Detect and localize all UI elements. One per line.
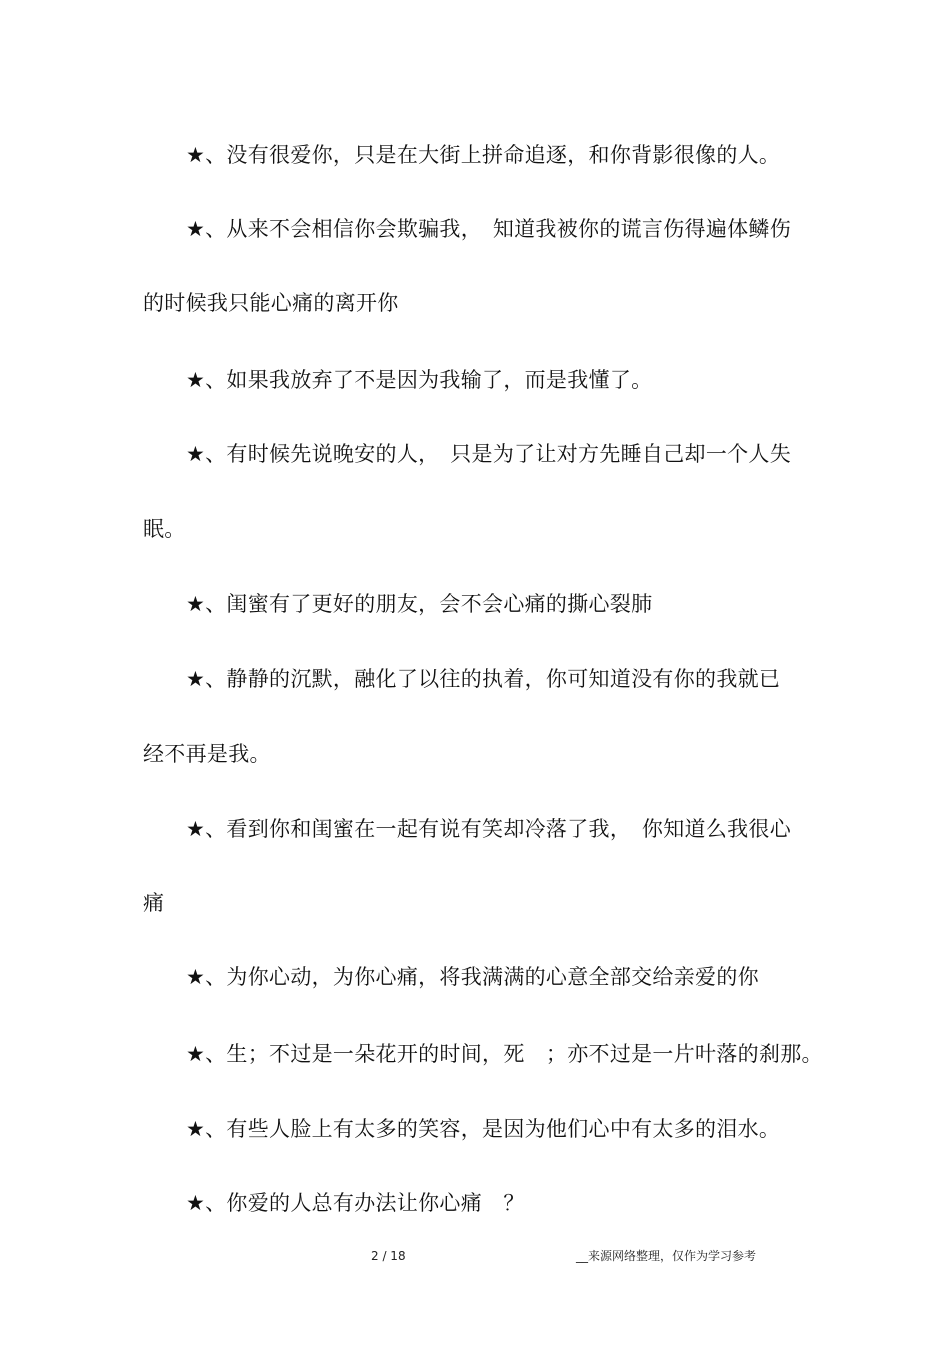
quote-line: ★、如果我放弃了不是因为我输了，而是我懂了。 (186, 368, 653, 392)
quote-line: ★、静静的沉默，融化了以往的执着，你可知道没有你的我就已 (186, 667, 781, 691)
page-number: 2 / 18 (371, 1249, 406, 1263)
quote-line: ★、从来不会相信你会欺骗我， 知道我被你的谎言伤得遍体鳞伤 (186, 217, 792, 241)
quote-line-continuation: 眠。 (143, 517, 186, 541)
quote-line: ★、闺蜜有了更好的朋友，会不会心痛的撕心裂肺 (186, 592, 653, 616)
quote-line-continuation: 的时候我只能心痛的离开你 (143, 291, 399, 315)
quote-line: ★、你爱的人总有办法让你心痛 ？ (186, 1191, 525, 1215)
quote-line: ★、生；不过是一朵花开的时间，死 ；亦不过是一片叶落的刹那。 (186, 1042, 823, 1066)
quote-line: ★、看到你和闺蜜在一起有说有笑却冷落了我， 你知道么我很心 (186, 817, 792, 841)
quote-line-continuation: 痛 (143, 891, 165, 915)
quote-line: ★、有时候先说晚安的人， 只是为了让对方先睡自己却一个人失 (186, 442, 792, 466)
quote-line: ★、有些人脸上有太多的笑容，是因为他们心中有太多的泪水。 (186, 1117, 781, 1141)
quote-line: ★、为你心动，为你心痛，将我满满的心意全部交给亲爱的你 (186, 965, 759, 989)
quote-line: ★、没有很爱你，只是在大街上拼命追逐，和你背影很像的人。 (186, 143, 781, 167)
source-note: __来源网络整理，仅作为学习参考 (576, 1249, 757, 1263)
quote-line-continuation: 经不再是我。 (143, 742, 271, 766)
